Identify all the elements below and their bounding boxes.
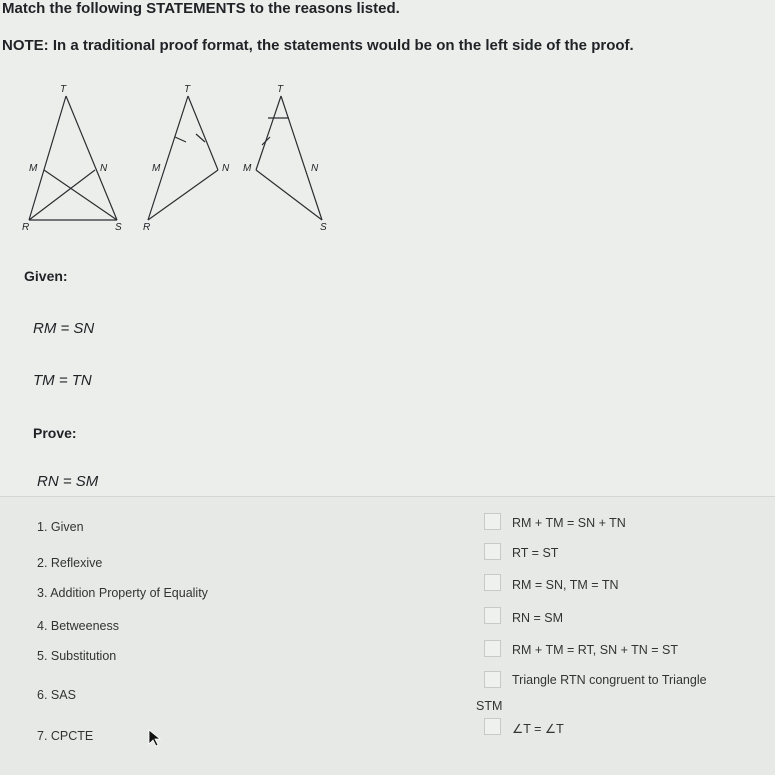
statement-6[interactable]: Triangle RTN congruent to Triangle bbox=[512, 673, 707, 687]
statement-drop-box-6[interactable] bbox=[484, 671, 501, 688]
instruction-title: Match the following STATEMENTS to the reasons listed. bbox=[2, 0, 400, 17]
given-eq-2: TM = TN bbox=[33, 372, 92, 389]
statement-1[interactable]: RM + TM = SN + TN bbox=[512, 516, 626, 530]
given-label: Given: bbox=[24, 268, 68, 284]
reason-5: 5. Substitution bbox=[37, 649, 117, 663]
statement-3[interactable]: RM = SN, TM = TN bbox=[512, 578, 619, 592]
fig2-label-t: T bbox=[184, 84, 191, 95]
prove-eq: RN = SM bbox=[37, 473, 99, 490]
reason-7: 7. CPCTE bbox=[37, 729, 94, 743]
given-eq-1: RM = SN bbox=[33, 320, 95, 337]
fig1-label-t: T bbox=[60, 84, 67, 95]
triangle-figures bbox=[0, 82, 360, 242]
fig1-label-s: S bbox=[115, 222, 122, 233]
reason-4: 4. Betweeness bbox=[37, 619, 119, 633]
statement-7[interactable]: ∠T = ∠T bbox=[512, 722, 564, 736]
reason-3: 3. Addition Property of Equality bbox=[37, 586, 208, 600]
reason-2: 2. Reflexive bbox=[37, 556, 103, 570]
statement-6-continued[interactable]: STM bbox=[476, 699, 503, 713]
matching-panel bbox=[0, 496, 775, 775]
statement-drop-box-4[interactable] bbox=[484, 607, 501, 624]
statement-2[interactable]: RT = ST bbox=[512, 546, 559, 560]
statement-4[interactable]: RN = SM bbox=[512, 611, 564, 625]
fig1-label-m: M bbox=[29, 163, 38, 174]
fig2-label-n: N bbox=[222, 163, 230, 174]
statement-drop-box-2[interactable] bbox=[484, 543, 501, 560]
fig3-label-m: M bbox=[243, 163, 252, 174]
statement-drop-box-1[interactable] bbox=[484, 513, 501, 530]
statement-drop-box-3[interactable] bbox=[484, 574, 501, 591]
statement-drop-box-7[interactable] bbox=[484, 718, 501, 735]
mouse-pointer-icon bbox=[148, 729, 162, 747]
prove-label: Prove: bbox=[33, 425, 77, 441]
reason-6: 6. SAS bbox=[37, 688, 76, 702]
fig1-label-n: N bbox=[100, 163, 108, 174]
fig1-label-r: R bbox=[22, 222, 30, 233]
statement-5[interactable]: RM + TM = RT, SN + TN = ST bbox=[512, 643, 679, 657]
fig2-label-r: R bbox=[143, 222, 151, 233]
reason-1: 1. Given bbox=[37, 520, 84, 534]
fig2-label-m: M bbox=[152, 163, 161, 174]
fig3-label-t: T bbox=[277, 84, 284, 95]
fig3-label-s: S bbox=[320, 222, 327, 233]
fig3-label-n: N bbox=[311, 163, 319, 174]
instruction-note: NOTE: In a traditional proof format, the statements would be on the left side of the proof. bbox=[2, 37, 634, 54]
statement-drop-box-5[interactable] bbox=[484, 640, 501, 657]
